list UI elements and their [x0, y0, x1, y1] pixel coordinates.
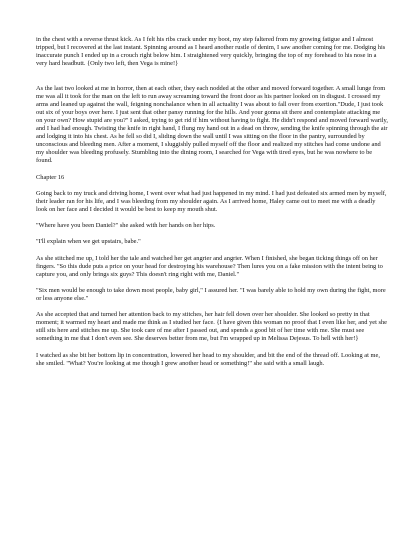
paragraph-driving-home: Going back to my truck and driving home, I went over what had just happened in my mind. I had just defeated six armed men by myself, their leader ran for his life, and I was bleeding from my shoulder again. As I arrived home, Haley came out to meet me with a deadly look on her face and I decided it would be best to keep my mouth shut. [36, 189, 387, 213]
paragraph-bit-lip: I watched as she bit her bottom lip in concentration, lowered her head to my shoulder, and bit the end of the thread off. Looking at me, she smiled. "What? You're looking at me though I grew another head or something!" she said with a small laugh. [36, 351, 380, 367]
document-page [36, 36, 388, 376]
paragraph-last-two: As the last two looked at me in horror, then at each other, they each nodded at the other and moved forward together. A small lunge from me was all it took for the man on the left to run away screaming toward the front door as his partner looked on in disgust. I crossed my arms and leaned up against the wall, feigning nonchalance when in all actuality I was about to fall over from exertion."Dude, I just took out six of your boys over here. I just sent that other pansy running for the hills. And your gonna sit there and contemplate attacking me on your own? How stupid are you?" I asked, trying to get rid if him without having to fight. He didn't respond and moved forward warily, and I had had enough. Twisting the knife in right hand, I flung my hand out in a dead on throw, sending the knife spinning through the air and lodging it into his chest. As he fell so did I, sliding down the wall until I was sitting on the floor in the pantry, surrounded by unconscious and bleeding men. After a moment, I sluggishly pulled myself off the floor and realized my stitches had come undone and my shoulder was bleeding profusely. Stumbling into the dining room, I searched for Vega with tired eyes, but he was nowhere to be found. [36, 84, 388, 165]
paragraph-six-men: "Six men would be enough to take down most people, baby girl," I assured her. "I was barely able to hold my own during the fight, more or less anyone else." [36, 286, 386, 302]
paragraph-fight-kick: in the chest with a reverse thrust kick. As I felt his ribs crack under my boot, my step faltered from my growing fatigue and I almost tripped, but I recovered at the last instant. Spinning around as I heard another rustle of denim, I saw another coming for me. Dodging his inaccurate punch I ended up in a crouch right below him. I straightened very quickly, bringing the top of my forehead to his nose in a very hard headbutt. {Only two left, then Vega is mine!} [36, 36, 386, 68]
chapter-heading: Chapter 16 [36, 173, 65, 181]
paragraph-hair-fell: As she accepted that and turned her attention back to my stitches, her hair fell down over her shoulder. She looked so pretty in that moment; it warmed my heart and made me think as I studied her face. {I have given this woman no proof that I even like her, and yet she still sits here and stitches me up. She took care of me after I passed out, and spends a good bit of her time with me. She must see something in me that I don't even see. She deserves better from me, but I'm wrapped up in Melissa Dejesus. To hell with her!} [36, 311, 387, 343]
paragraph-where-have-you-been: "Where have you been Daniel?" she asked with her hands on her hips. [36, 222, 216, 230]
paragraph-spacer [36, 76, 388, 84]
paragraph-stitched-me-up: As she stitched me up, I told her the tale and watched her get angrier and angrier. When I finished, she began ticking things off on her fingers. "So this dude puts a price on your head for destroying his warehouse? Then lures you on a fake mission with the intent being to capture you, and only brings six guys? This doesn't ring right with me, Daniel." [36, 254, 383, 278]
paragraph-explain-upstairs: "I'll explain when we get upstairs, babe." [36, 238, 141, 246]
